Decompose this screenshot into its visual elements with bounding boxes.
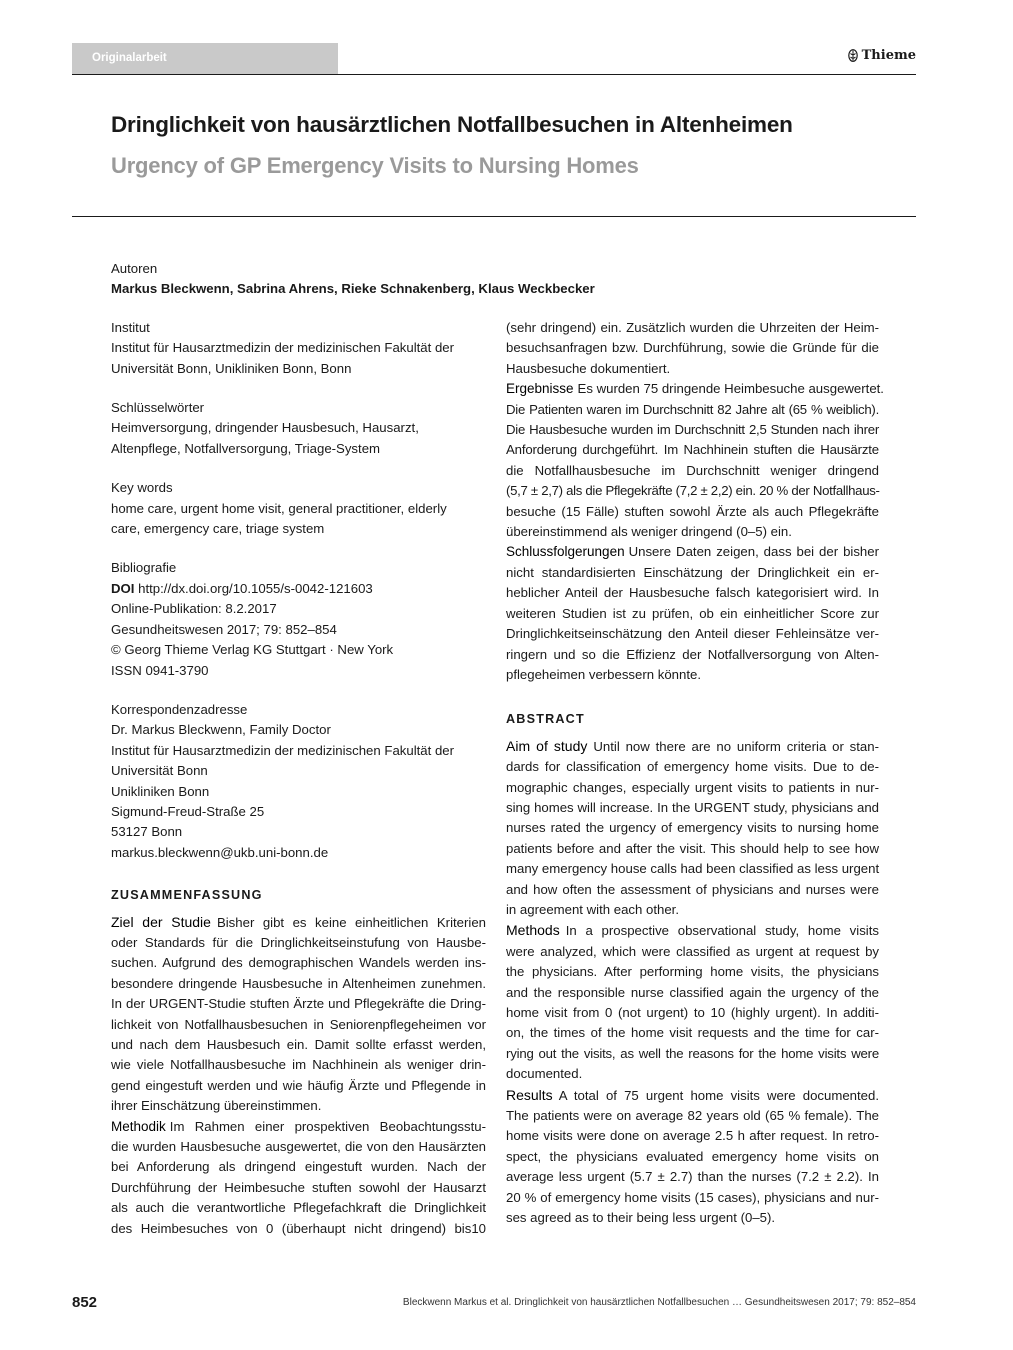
page-number: 852: [72, 1294, 98, 1311]
ziel-line: oder Standards für die Dringlichkeitseinstufung von Hausbe-: [111, 934, 486, 950]
korrespondenz-line: Universität Bonn: [111, 763, 208, 779]
korrespondenz-line: Sigmund-Freud-Straße 25: [111, 803, 265, 819]
methodik-cont-line: besuchsanfragen bzw. Durchführung, sowie die Gründe für die: [506, 340, 879, 356]
doi-link[interactable]: http://dx.doi.org/10.1055/s-0042-121603: [138, 580, 373, 596]
aim-line: many emergency house calls had been classified as less urgent: [506, 861, 880, 877]
ergebnisse-line: Ergebnisse Es wurden 75 dringende Heimbesuche ausgewertet.: [506, 381, 884, 397]
aim-label: Aim of study: [506, 737, 588, 754]
methods-line: on, the times of the home visit requests and the time for car-: [506, 1025, 879, 1041]
results-line: average less urgent (5.7 ± 2.7) than the nurses (7.2 ± 2.2). In: [506, 1169, 879, 1185]
methodik-line: Methodik Im Rahmen einer prospektiven Beobachtungsstu-: [111, 1118, 486, 1134]
institut-line: Institut für Hausarztmedizin der medizinischen Fakultät der: [111, 340, 455, 356]
ergebnisse-line: besuche (15 Fälle) stuften sowohl Ärzte als auch Pflegekräfte: [506, 503, 879, 519]
results-line: spect, the physicians evaluated emergency home visits on: [506, 1148, 879, 1164]
ziel-label: Ziel der Studie: [111, 913, 211, 930]
schluss-line: nicht standardisierten Einschätzung der Dringlichkeit ein er-: [506, 564, 879, 580]
aim-line: Aim of study Until now there are no uniform criteria or stan-: [506, 737, 879, 754]
korrespondenz-label: Korrespondenzadresse: [111, 701, 248, 717]
ergebnisse-line: Die Patienten waren im Durchschnitt 82 Jahre alt (65 % weiblich).: [506, 401, 879, 417]
schluss-line: Schlussfolgerungen Unsere Daten zeigen, dass bei der bisher: [506, 544, 879, 560]
methods-line: home visit from 0 (not urgent) to 10 (highly urgent). In additi-: [506, 1005, 879, 1020]
keywords-line: care, emergency care, triage system: [111, 521, 325, 537]
abstract-heading: ABSTRACT: [506, 712, 585, 727]
methodik-line: als auch die verantwortliche Pflegefachkraft die Dringlichkeit: [111, 1200, 486, 1216]
ziel-line: gend eingestuft werden und wie häufig Ärzte und Pflegende in: [111, 1077, 486, 1093]
ergebnisse-line: übereinstimmend als weniger dringend (0–5) ein.: [506, 524, 792, 540]
results-line: The patients were on average 82 years old (65 % female). The: [506, 1108, 879, 1124]
korrespondenz-line: Unikliniken Bonn: [111, 783, 210, 799]
ziel-line: lichkeit von Notfallhausbesuchen in Seniorenpflegeheimen vor: [111, 1016, 486, 1032]
authors-label: Autoren: [111, 261, 158, 276]
ziel-line: In der URGENT-Studie stuften Ärzte und Pflegekräfte die Dring-: [111, 996, 486, 1012]
online-publication: Online-Publikation: 8.2.2017: [111, 601, 277, 617]
ergebnisse-line: (5,7 ± 2,7) als die Pflegekräfte (7,2 ± 2,2) ein. 20 % der Notfallhaus-: [506, 483, 880, 499]
methodik-line: Durchführung der Heimbesuche stuften sowohl der Hausarzt: [111, 1179, 486, 1195]
doi-label: DOI: [111, 580, 135, 596]
header-rule: [72, 74, 916, 75]
ergebnisse-label: Ergebnisse: [506, 381, 574, 397]
ergebnisse-line: Die Hausbesuche wurden im Durchschnitt 2,5 Stunden nach ihrer: [506, 422, 879, 438]
ziel-line: wie viele Notfallhausbesuche im Nachhinein als weniger drin-: [111, 1057, 486, 1073]
aim-line: nurses rated the urgency of emergency visits to nursing home: [506, 820, 879, 836]
keywords-label: Key words: [111, 480, 173, 496]
methods-line: Methods In a prospective observational study, home visits: [506, 922, 879, 939]
methods-line: and the responsible nurse classified again the urgency of the: [506, 984, 879, 1000]
footer-citation: Bleckwenn Markus et al. Dringlichkeit von hausärztlichen Notfallbesuchen … Gesundheitswesen 2017; 79: 852–854: [402, 1297, 916, 1308]
issn: ISSN 0941-3790: [111, 662, 209, 678]
schluesselwoerter-line: Altenpflege, Notfallversorgung, Triage-System: [111, 440, 381, 456]
methods-line: rying out the visits, as well the reasons for the home visits were: [506, 1045, 879, 1061]
email-link[interactable]: markus.bleckwenn@ukb.uni-bonn.de: [111, 844, 329, 860]
aim-line: and how often the assessment of physicians and nurses were: [506, 881, 879, 897]
section-tab: Originalarbeit: [72, 43, 338, 74]
schluesselwoerter-line: Heimversorgung, dringender Hausbesuch, Hausarzt,: [111, 420, 419, 436]
methods-line: were analyzed, which were classified as urgent at request by: [506, 943, 879, 959]
article-title-en: Urgency of GP Emergency Visits to Nursing Homes: [111, 153, 639, 178]
korrespondenz-line: Institut für Hausarztmedizin der medizinischen Fakultät der: [111, 742, 455, 758]
methodik-line: des Heimbesuches von 0 (überhaupt nicht dringend) bis10: [111, 1220, 486, 1236]
methods-line: the physicians. After performing home visits, the physicians: [506, 964, 879, 980]
results-line: 20 % of emergency home visits (15 cases), physicians and nur-: [506, 1189, 879, 1205]
ziel-line: Ziel der Studie Bisher gibt es keine einheitlichen Kriterien: [111, 913, 486, 930]
methods-label: Methods: [506, 922, 560, 939]
methodik-label: Methodik: [111, 1118, 166, 1134]
copyright: © Georg Thieme Verlag KG Stuttgart · New York: [111, 642, 394, 658]
authors-names: Markus Bleckwenn, Sabrina Ahrens, Rieke Schnakenberg, Klaus Weckbecker: [111, 281, 595, 297]
institut-line: Universität Bonn, Unikliniken Bonn, Bonn: [111, 360, 352, 376]
aim-line: mographic changes, especially urgent visits to patients in nur-: [506, 779, 879, 795]
schluss-label: Schlussfolgerungen: [506, 544, 625, 560]
results-line: home visits were done on average 2.5 h after request. In retro-: [506, 1128, 879, 1144]
thieme-icon: [848, 49, 858, 62]
zusammenfassung-heading: ZUSAMMENFASSUNG: [111, 888, 263, 903]
schluss-line: ringern und so die Effizienz der Notfallversorgung von Alten-: [506, 646, 879, 662]
bibliografie-label: Bibliografie: [111, 560, 177, 576]
right-column: [506, 318, 884, 1228]
aim-line: patients before and after the visit. This should help to see how: [506, 840, 879, 856]
journal-reference: Gesundheitswesen 2017; 79: 852–854: [111, 621, 337, 637]
ziel-line: besondere dringende Hausbesuche in Altenheimen zunehmen.: [111, 975, 486, 991]
results-line: Results A total of 75 urgent home visits were documented.: [506, 1086, 879, 1103]
title-rule: [72, 216, 916, 217]
schluesselwoerter-label: Schlüsselwörter: [111, 400, 205, 416]
aim-line: sing homes will increase. In the URGENT study, physicians and: [506, 799, 879, 815]
publisher-logo: [848, 48, 916, 63]
ziel-line: suchen. Aufgrund des demographischen Wandels werden ins-: [111, 955, 486, 971]
methods-line: documented.: [506, 1066, 583, 1082]
publisher-name: Thieme: [861, 48, 916, 63]
aim-line: dards for classification of emergency home visits. Due to de-: [506, 759, 879, 775]
ergebnisse-line: Anforderung durchgeführt. Im Nachhinein stuften die Hausärzte: [506, 442, 879, 458]
ziel-line: und nach dem Hausbesuch ein. Damit sollte erfasst werden,: [111, 1037, 486, 1052]
article-title-de: Dringlichkeit von hausärztlichen Notfallbesuchen in Altenheimen: [111, 112, 793, 137]
methodik-cont-line: (sehr dringend) ein. Zusätzlich wurden die Uhrzeiten der Heim-: [506, 320, 879, 335]
schluss-line: heblicher Anteil der Hausbesuche falsch kategorisiert wird. In: [506, 585, 879, 601]
results-line: ses agreed as to their being less urgent (0–5).: [506, 1210, 776, 1226]
keywords-line: home care, urgent home visit, general practitioner, elderly: [111, 500, 447, 516]
korrespondenz-line: 53127 Bonn: [111, 824, 183, 840]
korrespondenz-line: Dr. Markus Bleckwenn, Family Doctor: [111, 722, 331, 738]
schluss-line: pflegeheimen verbessern könnte.: [506, 666, 702, 682]
institut-label: Institut: [111, 319, 150, 335]
schluss-line: weiteren Studien ist zu prüfen, ob ein einheitlicher Score zur: [506, 605, 879, 621]
doi-line: [111, 579, 486, 599]
methodik-line: bei Anforderung als dringend eingestuft wurden. Nach der: [111, 1159, 486, 1175]
schluss-line: Dringlichkeitseinschätzung den Anteil dieser Fehleinsätze ver-: [506, 626, 879, 642]
aim-line: in agreement with each other.: [506, 901, 680, 917]
methodik-cont-line: Hausbesuche dokumentiert.: [506, 360, 671, 376]
results-label: Results: [506, 1086, 553, 1103]
methodik-line: die wurden Hausbesuche ausgewertet, die von den Hausärzten: [111, 1139, 486, 1155]
ergebnisse-line: die Notfallhausbesuche im Durchschnitt weniger dringend: [506, 462, 879, 478]
ziel-line: ihrer Einschätzung übereinstimmen.: [111, 1098, 322, 1114]
